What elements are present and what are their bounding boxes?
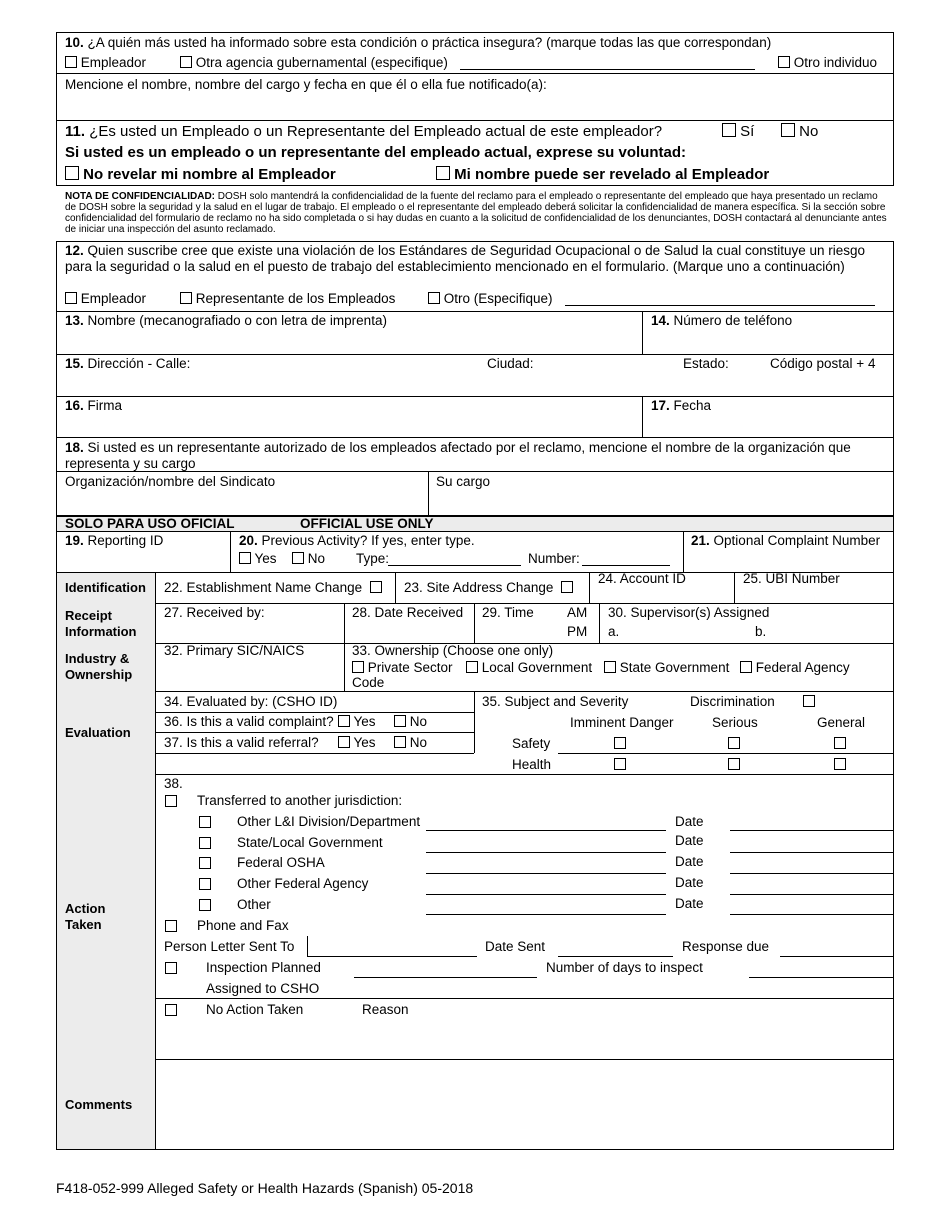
transfer-item-label: Other [237, 897, 271, 912]
transfer-date-line[interactable] [730, 914, 894, 915]
q12-text: 12. Quien suscribe cree que existe una violación de los Estándares de Seguridad Ocupacional o de Salud la cual constituye un riesgo para la seguridad o la salud en el puesto de trabajo del establecimiento mencionado en el formulario. (Marque uno a continuación) [65, 243, 866, 274]
f33-code: Code [352, 675, 385, 690]
f20-number-line[interactable] [582, 565, 670, 566]
divider [56, 354, 894, 355]
q16-label: 16. Firma [65, 398, 123, 413]
f36-label: 36. Is this a valid complaint? [164, 714, 334, 729]
transfer-item-checkbox[interactable] [199, 899, 211, 911]
transfer-item-checkbox[interactable] [199, 816, 211, 828]
q18-org-label: Organización/nombre del Sindicato [65, 474, 276, 489]
f28-label: 28. Date Received [352, 605, 464, 620]
divider [230, 531, 231, 572]
divider [558, 753, 894, 754]
divider [642, 396, 643, 437]
transfer-line[interactable] [426, 830, 666, 831]
checkbox[interactable] [428, 292, 440, 304]
f20-type: Type: [356, 551, 390, 566]
f32-label: 32. Primary SIC/NAICS [164, 643, 305, 658]
f19-label: 19. Reporting ID [65, 533, 164, 548]
f35-discrimination[interactable]: Discrimination [690, 694, 815, 710]
q10-mention-label: Mencione el nombre, nombre del cargo y fecha en que él o ella fue notificado(a): [65, 77, 547, 92]
divider [56, 691, 894, 692]
checkbox[interactable] [370, 581, 382, 593]
q12-option-employer[interactable]: Empleador [65, 291, 146, 307]
section-receipt-2: Information [65, 624, 137, 639]
f36-yes[interactable]: Yes [338, 714, 376, 730]
f29-am: AM [567, 605, 588, 620]
checkbox[interactable] [394, 736, 406, 748]
checkbox[interactable] [338, 736, 350, 748]
checkbox[interactable] [239, 552, 251, 564]
f35-health: Health [512, 757, 552, 772]
f20-number: Number: [528, 551, 580, 566]
q14-label: 14. Número de teléfono [651, 313, 793, 328]
f33-label: 33. Ownership (Choose one only) [352, 643, 554, 658]
checkbox[interactable] [466, 661, 478, 673]
section-industry-1: Industry & [65, 651, 130, 666]
transfer-item-checkbox[interactable] [199, 857, 211, 869]
q10-option-other[interactable]: Otro individuo [778, 55, 877, 71]
footer-form-id: F418-052-999 Alleged Safety or Health Hazards (Spanish) 05-2018 [56, 1180, 474, 1196]
divider [683, 531, 684, 572]
checkbox[interactable] [722, 123, 736, 137]
divider [56, 311, 894, 312]
checkbox[interactable] [740, 661, 752, 673]
confidentiality-note: NOTA DE CONFIDENCIALIDAD: DOSH solo mantendrá la confidencialidad de la fuente del reclamo para el empleado o representante del empleado que haya presentado un reclamo de DOSH sobre la seguridad y la salud en el lugar de trabajo. El empleado o el representante del empleado deberá solicitar la confidencialidad de manera específica. Si la sección sobre confidencialidad del formulario de reclamo no ha sido completada o si hay dudas en cuanto a la solicitud de confidencialidad de los denunciantes, DOSH contactará al denunciante antes de iniciar una inspección del asunto reclamado. [65, 191, 887, 235]
q11-yes[interactable]: Sí [722, 123, 754, 141]
safety-general-checkbox[interactable] [834, 737, 846, 749]
transfer-item-checkbox[interactable] [199, 878, 211, 890]
f20-no[interactable]: No [292, 551, 325, 567]
q13-label: 13. Nombre (mecanografiado o con letra de imprenta) [65, 313, 387, 328]
checkbox[interactable] [803, 695, 815, 707]
official-use-en: OFFICIAL USE ONLY [300, 516, 434, 531]
f30-b: b. [755, 624, 767, 639]
f36-no[interactable]: No [394, 714, 427, 730]
divider [155, 572, 156, 1150]
f35-imminent: Imminent Danger [570, 715, 674, 730]
divider [734, 572, 735, 603]
f20-type-line[interactable] [388, 565, 521, 566]
f35-serious: Serious [712, 715, 758, 730]
f37-yes[interactable]: Yes [338, 735, 376, 751]
checkbox[interactable] [180, 292, 192, 304]
response-due-label: Response due [682, 939, 770, 954]
f22-label[interactable]: 22. Establishment Name Change [164, 580, 382, 596]
section-receipt-1: Receipt [65, 608, 112, 623]
checkbox[interactable] [436, 166, 450, 180]
f38-transferred: Transferred to another jurisdiction: [197, 793, 403, 808]
checkbox[interactable] [778, 56, 790, 68]
q10-option-agency[interactable]: Otra agencia gubernamental (especifique) [180, 55, 448, 71]
divider [642, 311, 643, 354]
q10-agency-line[interactable] [460, 69, 755, 70]
inspection-planned-line[interactable] [354, 977, 537, 978]
health-imminent-checkbox[interactable] [614, 758, 626, 770]
divider [307, 936, 308, 956]
f30-a: a. [608, 624, 620, 639]
q15-state: Estado: [683, 356, 729, 371]
q11-option-hide[interactable]: No revelar mi nombre al Empleador [65, 166, 336, 184]
q11-no[interactable]: No [781, 123, 818, 141]
transfer-line[interactable] [426, 914, 666, 915]
inspection-planned-checkbox[interactable] [165, 962, 177, 974]
divider [344, 643, 345, 691]
transfer-date-line[interactable] [730, 830, 894, 831]
q18-text: 18. Si usted es un representante autorizado de los empleados afectado por el reclamo, mencione el nombre de la organización que representa y su cargo [65, 440, 851, 471]
f35-safety: Safety [512, 736, 551, 751]
transfer-date-label: Date [675, 814, 704, 829]
f23-label[interactable]: 23. Site Address Change [404, 580, 573, 596]
q17-label: 17. Fecha [651, 398, 712, 413]
f20-label: 20. Previous Activity? If yes, enter type. [239, 533, 475, 548]
f30-label: 30. Supervisor(s) Assigned [608, 605, 770, 620]
q12-other-line[interactable] [565, 305, 875, 306]
q10-option-employer[interactable]: Empleador [65, 55, 146, 71]
inspection-planned-label: Inspection Planned [206, 960, 321, 975]
f37-label: 37. Is this a valid referral? [164, 735, 319, 750]
q10-question: 10. ¿A quién más usted ha informado sobre esta condición o práctica insegura? (marque todas las que correspondan) [65, 35, 772, 50]
transfer-date-label: Date [675, 896, 704, 911]
transfer-line[interactable] [426, 873, 666, 874]
response-due-line[interactable] [780, 956, 894, 957]
official-use-es: SOLO PARA USO OFICIAL [65, 516, 235, 531]
f20-yes[interactable]: Yes [239, 551, 277, 567]
checkbox[interactable] [65, 56, 77, 68]
f29-pm: PM [567, 624, 588, 639]
f34-label: 34. Evaluated by: (CSHO ID) [164, 694, 338, 709]
transfer-date-label: Date [675, 854, 704, 869]
divider [589, 572, 590, 603]
divider [155, 753, 474, 754]
q11-option-reveal[interactable]: Mi nombre puede ser revelado al Empleador [436, 166, 769, 184]
transfer-date-line[interactable] [730, 873, 894, 874]
no-action-checkbox[interactable] [165, 1004, 177, 1016]
checkbox[interactable] [394, 715, 406, 727]
section-action-2: Taken [65, 917, 102, 932]
section-evaluation: Evaluation [65, 725, 131, 740]
q15-city: Ciudad: [487, 356, 534, 371]
checkbox[interactable] [292, 552, 304, 564]
f33-private[interactable]: Private Sector [352, 660, 453, 676]
f29-label: 29. Time [482, 605, 534, 620]
q18-position-label: Su cargo [436, 474, 491, 489]
q11-question: 11. ¿Es usted un Empleado o un Representante del Empleado actual de este empleador? [65, 123, 663, 140]
transferred-checkbox[interactable] [165, 795, 177, 807]
checkbox[interactable] [781, 123, 795, 137]
safety-imminent-checkbox[interactable] [614, 737, 626, 749]
divider [56, 73, 894, 74]
transfer-item-label: State/Local Government [237, 835, 383, 850]
f21-label: 21. Optional Complaint Number [691, 533, 881, 548]
phone-fax-label: Phone and Fax [197, 918, 289, 933]
divider [395, 572, 396, 603]
divider [599, 603, 600, 643]
person-letter-line[interactable] [307, 956, 477, 957]
section-industry-2: Ownership [65, 667, 133, 682]
f35-label: 35. Subject and Severity [482, 694, 629, 709]
divider [155, 712, 474, 713]
divider [474, 603, 475, 643]
divider [155, 732, 474, 733]
transfer-date-label: Date [675, 875, 704, 890]
divider [56, 603, 894, 604]
divider [56, 1059, 894, 1060]
days-to-inspect-line[interactable] [749, 977, 894, 978]
transfer-item-label: Other L&I Division/Department [237, 814, 421, 829]
f24-label: 24. Account ID [598, 571, 686, 586]
assigned-csho-label: Assigned to CSHO [206, 981, 320, 996]
checkbox[interactable] [338, 715, 350, 727]
checkbox[interactable] [65, 292, 77, 304]
divider [56, 396, 894, 397]
f38-num: 38. [164, 776, 183, 791]
q12-option-rep[interactable]: Representante de los Empleados [180, 291, 395, 307]
transfer-date-label: Date [675, 833, 704, 848]
q11-express: Si usted es un empleado o un representante del empleado actual, exprese su voluntad: [65, 144, 686, 161]
divider [474, 691, 475, 753]
transfer-line[interactable] [426, 894, 666, 895]
divider [56, 120, 894, 121]
section-action-1: Action [65, 901, 106, 916]
f35-general: General [817, 715, 866, 730]
safety-serious-checkbox[interactable] [728, 737, 740, 749]
transfer-date-line[interactable] [730, 852, 894, 853]
assigned-csho-line[interactable] [155, 998, 894, 999]
checkbox[interactable] [604, 661, 616, 673]
checkbox[interactable] [561, 581, 573, 593]
transfer-item-label: Other Federal Agency [237, 876, 369, 891]
date-sent-label: Date Sent [485, 939, 546, 954]
checkbox[interactable] [65, 166, 79, 180]
section-comments: Comments [65, 1097, 133, 1112]
divider [56, 437, 894, 438]
transfer-date-line[interactable] [730, 894, 894, 895]
health-general-checkbox[interactable] [834, 758, 846, 770]
checkbox[interactable] [352, 661, 364, 673]
q15-label: 15. Dirección - Calle: [65, 356, 191, 371]
f37-no[interactable]: No [394, 735, 427, 751]
transfer-line[interactable] [426, 852, 666, 853]
f33-federal[interactable]: Federal Agency [740, 660, 850, 676]
f33-state[interactable]: State Government [604, 660, 729, 676]
health-serious-checkbox[interactable] [728, 758, 740, 770]
no-action-label: No Action Taken [206, 1002, 304, 1017]
days-to-inspect-label: Number of days to inspect [546, 960, 703, 975]
checkbox[interactable] [180, 56, 192, 68]
section-identification: Identification [65, 580, 146, 595]
divider [344, 603, 345, 643]
transfer-item-label: Federal OSHA [237, 855, 325, 870]
phone-fax-checkbox[interactable] [165, 920, 177, 932]
date-sent-line[interactable] [558, 956, 673, 957]
transfer-item-checkbox[interactable] [199, 837, 211, 849]
person-letter-label: Person Letter Sent To [164, 939, 295, 954]
divider [56, 531, 894, 532]
f27-label: 27. Received by: [164, 605, 265, 620]
f25-label: 25. UBI Number [743, 571, 840, 586]
reason-label: Reason [362, 1002, 409, 1017]
q12-option-other[interactable]: Otro (Especifique) [428, 291, 553, 307]
q15-zip: Código postal + 4 [770, 356, 876, 371]
divider [428, 471, 429, 516]
divider [56, 774, 894, 775]
f33-local[interactable]: Local Government [466, 660, 592, 676]
